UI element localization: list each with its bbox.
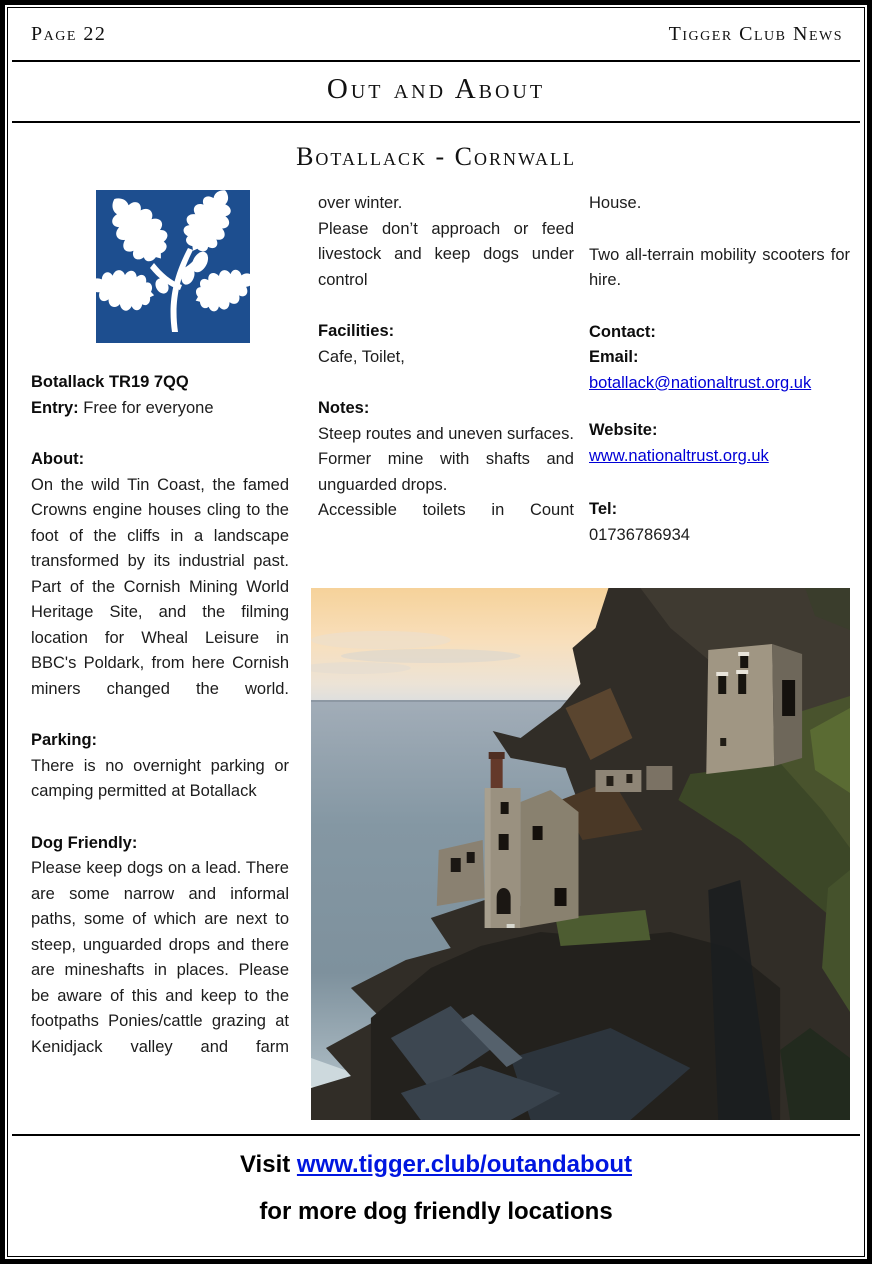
facilities-text: Cafe, Toilet, — [318, 347, 405, 366]
header-divider — [12, 60, 860, 62]
email-link[interactable]: botallack@nationaltrust.org.uk — [589, 373, 812, 392]
article-title: Botallack - Cornwall — [296, 142, 576, 171]
mobility-text: Two all-terrain mobility scooters for hire. — [589, 245, 850, 289]
dog-friendly-heading: Dog Friendly: — [31, 833, 138, 852]
dog-text-continued-2: Please don’t approach or feed livestock and keep dogs under control — [318, 219, 574, 289]
contact-heading: Contact: — [589, 322, 656, 341]
dog-friendly-text: Please keep dogs on a lead. There are some narrow and informal paths, some of which are next to steep, unguarded drops and there are mineshafts in places. Please be aware of this and keep to the footpaths Ponies/cattle grazing at Kenidjack valley and farm — [31, 859, 289, 1056]
tel-heading: Tel: — [589, 500, 618, 518]
website-link[interactable]: www.nationaltrust.org.uk — [589, 446, 769, 465]
email-line — [589, 371, 850, 397]
botallack-photo — [311, 588, 850, 1120]
national-trust-logo — [96, 190, 250, 343]
website-line — [589, 444, 850, 470]
left-column — [31, 190, 289, 1060]
entry-line — [31, 396, 289, 422]
botallack-photo-art — [311, 588, 850, 1120]
upper-engine-house — [706, 644, 802, 774]
footer-visit-label: Visit — [239, 1151, 297, 1178]
notes-text-3: Accessible toilets in Count — [318, 501, 574, 519]
middle-column — [318, 191, 574, 524]
newsletter-title: Tigger Club News — [668, 23, 843, 45]
section-title: Out and About — [326, 73, 546, 105]
notes-heading: Notes: — [318, 399, 370, 417]
notes-text-continued: House. — [589, 194, 642, 212]
right-column — [589, 191, 850, 548]
tel-value: 01736786934 — [589, 525, 690, 544]
entry-label: Entry: — [31, 398, 79, 417]
email-heading: Email: — [589, 348, 639, 366]
notes-text-2: Former mine with shafts and unguarded drops. — [318, 450, 574, 494]
site-address: Botallack TR19 7QQ — [31, 373, 189, 391]
footer-divider — [12, 1134, 860, 1136]
section-divider — [12, 121, 860, 123]
dog-text-continued-1: over winter. — [318, 194, 403, 212]
website-heading: Website: — [589, 421, 658, 439]
oak-sprig-icon — [96, 190, 250, 343]
facilities-heading: Facilities: — [318, 322, 395, 340]
about-heading: About: — [31, 450, 85, 468]
page-number: Page 22 — [31, 23, 107, 45]
entry-value: Free for everyone — [83, 398, 214, 417]
about-text: On the wild Tin Coast, the famed Crowns engine houses cling to the foot of the cliffs in a landscape transformed by its industrial past. Part of the Cornish Mining World Heritage Site, and the filming location for Wheal Leisure in BBC's Poldark, from here Cornish miners changed the world. — [31, 475, 289, 698]
notes-text-1: Steep routes and uneven surfaces. — [318, 424, 574, 443]
footer-visit-line — [5, 1151, 867, 1179]
footer-tagline: for more dog friendly locations — [259, 1198, 613, 1225]
parking-text: There is no overnight parking or camping permitted at Botallack — [31, 756, 289, 800]
footer-link[interactable]: www.tigger.club/outandabout — [296, 1151, 633, 1178]
parking-heading: Parking: — [31, 731, 98, 749]
